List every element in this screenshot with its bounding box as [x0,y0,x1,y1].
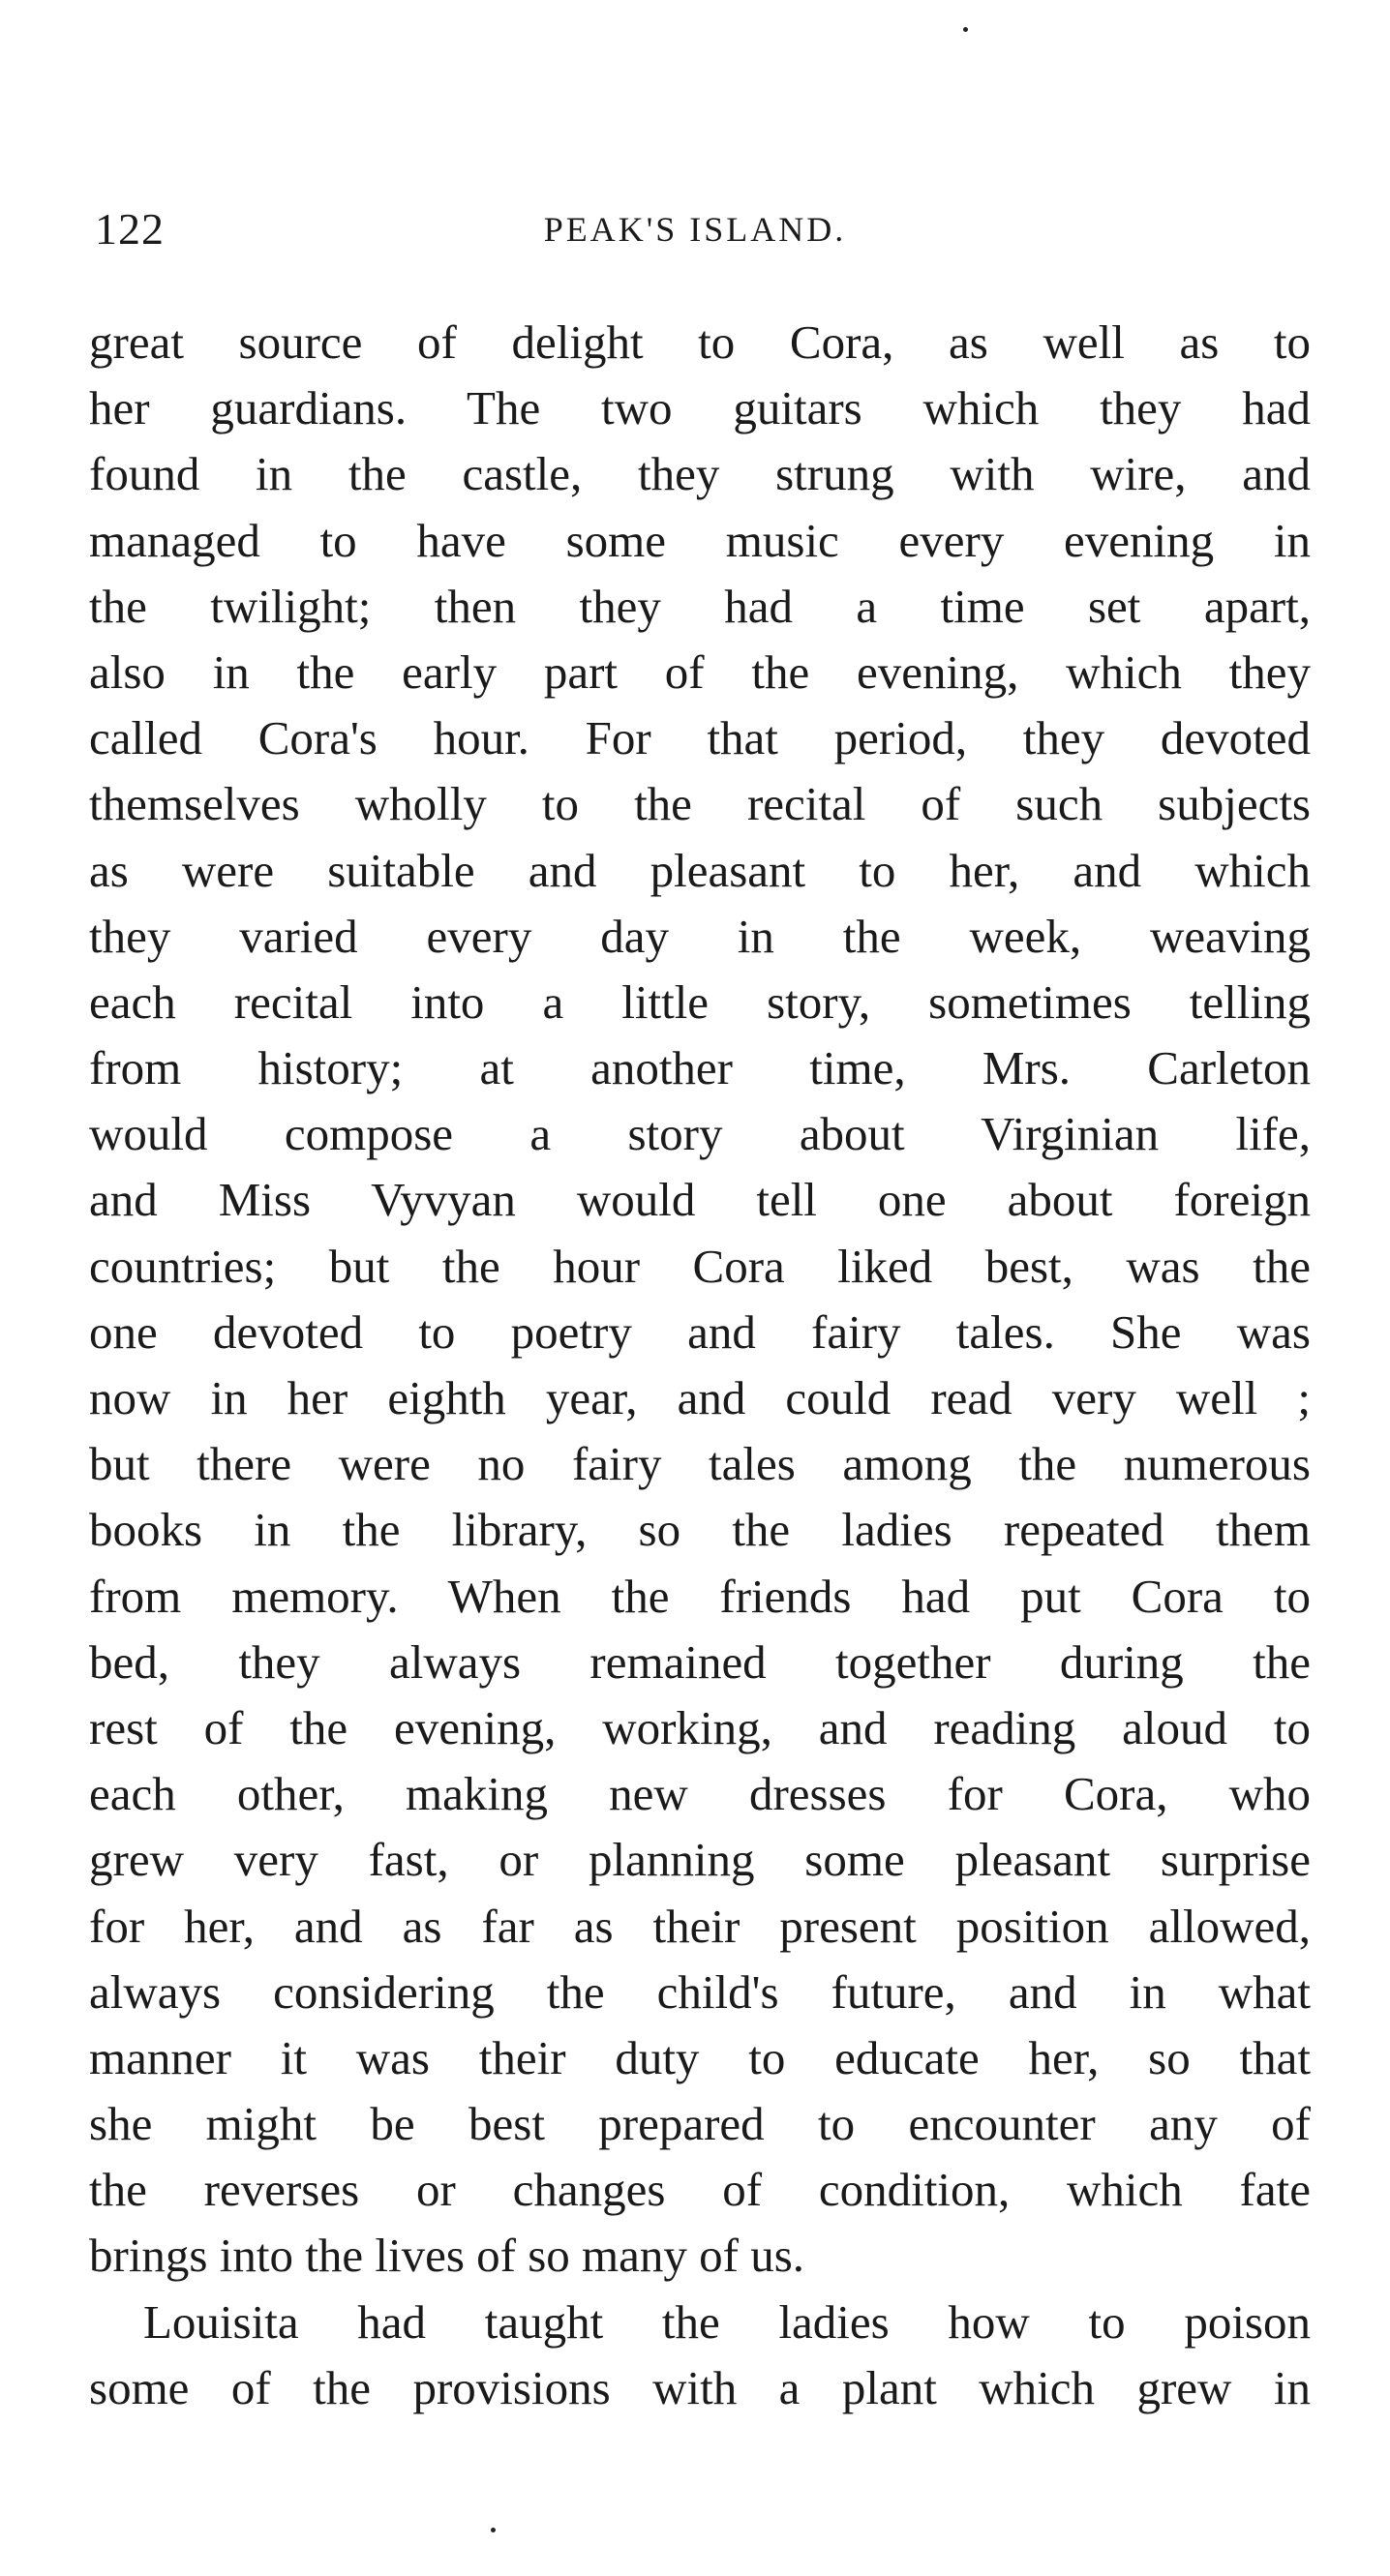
text-line: from memory. When the friends had put Cora to [89,1569,1311,1623]
text-line: the reverses or changes of condition, which fate [89,2163,1311,2217]
text-line: now in her eighth year, and could read very well ; [89,1371,1311,1424]
ink-speck [491,2528,496,2532]
text-line: as were suitable and pleasant to her, and which [89,843,1311,897]
text-line: found in the castle, they strung with wire, and [89,447,1311,501]
page-header [95,203,1295,261]
text-line: Louisita had taught the ladies how to poison [143,2294,1311,2349]
running-head: PEAK'S ISLAND. [543,210,847,249]
page-number: 122 [95,204,165,254]
text-line: her guardians. The two guitars which they had [89,381,1311,435]
text-line: grew very fast, or planning some pleasant surprise [89,1833,1311,1887]
body-text [89,310,1311,2421]
text-line: great source of delight to Cora, as well as to [89,315,1311,369]
text-line: each recital into a little story, sometimes telling [89,974,1311,1029]
text-line: some of the provisions with a plant which grew in [89,2360,1311,2414]
text-line: one devoted to poetry and fairy tales. She was [89,1304,1311,1359]
text-line: and Miss Vyvyan would tell one about foreign [89,1173,1311,1227]
ink-speck [963,27,968,32]
text-line: for her, and as far as their present position allowed, [89,1899,1311,1953]
text-line: rest of the evening, working, and reading aloud to [89,1700,1311,1754]
text-line: always considering the child's future, and in what [89,1964,1311,2019]
text-line: bed, they always remained together during the [89,1634,1311,1689]
text-line: managed to have some music every evening in [89,513,1311,567]
text-line: each other, making new dresses for Cora, who [89,1767,1311,1821]
text-line: from history; at another time, Mrs. Carleton [89,1041,1311,1095]
text-line: but there were no fairy tales among the numerous [89,1437,1311,1491]
text-line: manner it was their duty to educate her, so that [89,2030,1311,2084]
text-line: called Cora's hour. For that period, they devoted [89,711,1311,765]
text-line: also in the early part of the evening, which they [89,644,1311,699]
text-line: the twilight; then they had a time set apart, [89,579,1311,633]
text-line: brings into the lives of so many of us. [89,2229,805,2283]
text-line: they varied every day in the week, weaving [89,909,1311,963]
text-line: would compose a story about Virginian life, [89,1107,1311,1161]
text-line: she might be best prepared to encounter any of [89,2097,1311,2151]
text-line: themselves wholly to the recital of such subjects [89,777,1311,831]
text-line: countries; but the hour Cora liked best, was the [89,1239,1311,1293]
text-line: books in the library, so the ladies repeated them [89,1503,1311,1557]
